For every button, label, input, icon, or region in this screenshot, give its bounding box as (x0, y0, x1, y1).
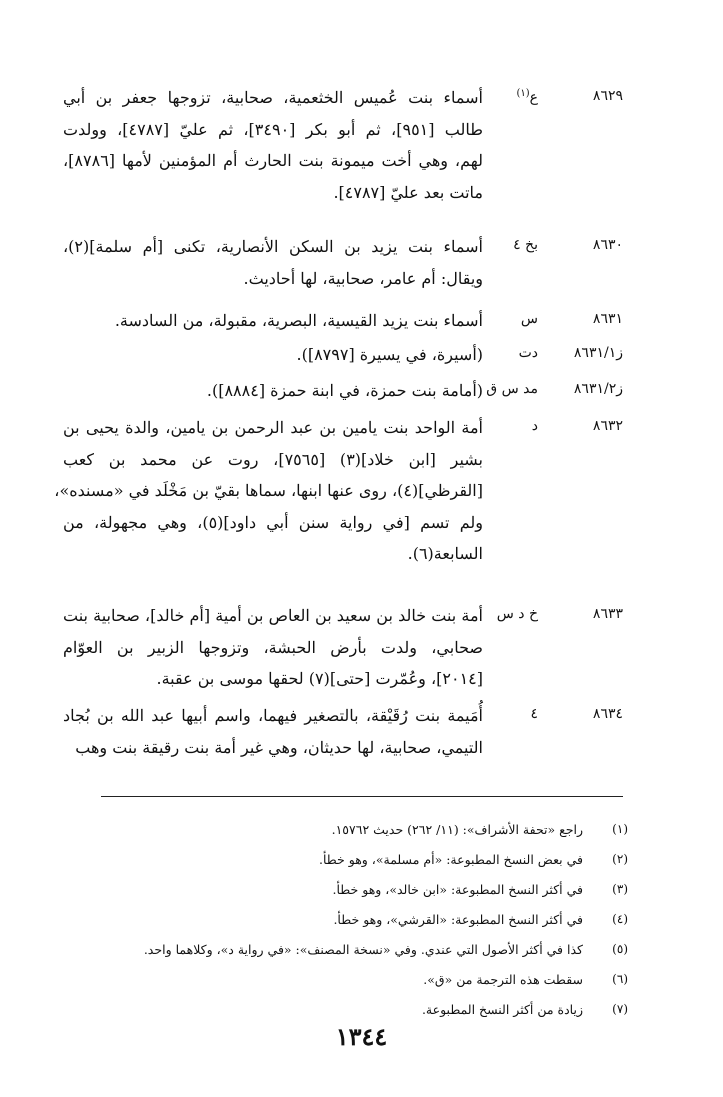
footnote-number: (٣) (612, 882, 628, 896)
footnote (0, 912, 723, 934)
entry-sigla (478, 418, 538, 434)
entry-text-line: السابعة(٦). (407, 544, 483, 563)
entry-text-line: بشير [ابن خلاد](٣) [٧٥٦٥]، روت عن محمد بن كعب (63, 449, 484, 469)
footnote-text: سقطت هذه الترجمة من «ق». (423, 972, 583, 987)
entry-text-line: أمة بنت خالد بن سعيد بن العاص بن أمية [أم خالد]، صحابية بنت (63, 606, 483, 625)
entry-text-line: صحابي، ولدت بأرض الحبشة، وتزوجها الزبير بن العوّام (63, 637, 484, 657)
entry-text-line: أُمَيمة بنت رُقَيْقة، بالتصغير فيهما، واسم أبيها عبد الله بن بُجاد (63, 706, 483, 725)
entry-text-line: أسماء بنت يزيد بن السكن الأنصارية، تكنى [أم سلمة](٢)، (63, 237, 483, 256)
footnote-number: (٥) (612, 942, 628, 956)
entry-text-line: (أسيرة، في يسيرة [٨٧٩٧]). (296, 345, 483, 364)
footnote-text: في أكثر النسخ المطبوعة: «ابن خالد»، وهو خطأ. (332, 882, 583, 897)
entry-sigla-text: مد س ق (486, 381, 538, 397)
entry-sigla-note: (١) (516, 88, 530, 99)
entry-sigla-text: ٤ (530, 706, 538, 722)
entry-text-line: أسماء بنت عُميس الخثعمية، صحابية، تزوجها جعفر بن أبي (63, 88, 483, 107)
entry-text-line: ماتت بعد عليّ [٤٧٨٧]. (333, 182, 483, 202)
entry-text-line: التيمي، صحابية، لها حديثان، وهي غير أمة بنت رقيقة بنت وهب (75, 737, 483, 757)
footnote (0, 822, 723, 844)
entry-sigla (478, 606, 538, 622)
footnote-text: كذا في أكثر الأصول التي عندي. وفي «نسخة المصنف»: «في رواية د»، وكلاهما واحد. (143, 942, 583, 957)
entry-sigla (478, 345, 538, 361)
footnote (0, 882, 723, 904)
footnote (0, 972, 723, 994)
footnote-text: في أكثر النسخ المطبوعة: «القرشي»، وهو خطأ. (333, 912, 583, 927)
footnote-divider (101, 796, 623, 797)
footnote (0, 1002, 723, 1024)
entry-text-line: [٢٠١٤]، وعُمّرت [حتى](٧) لحقها موسى بن عقبة. (156, 669, 483, 688)
footnote-number: (٢) (612, 852, 628, 866)
footnote-number: (٧) (612, 1002, 628, 1016)
entry-sigla (478, 311, 538, 327)
footnote-number: (٤) (612, 912, 628, 926)
footnote-text: في بعض النسخ المطبوعة: «أم مسلمة»، وهو خطأ. (319, 852, 583, 867)
entry-sigla (478, 88, 538, 106)
entry-text-line: [القرظي](٤)، روى عنها ابنها، سماها بقيّ بن مَخْلَد في «مسنده»، (54, 481, 483, 500)
page-number: ١٣٤٤ (335, 1022, 388, 1051)
entry-text-line: (أمامة بنت حمزة، في ابنة حمزة [٨٨٨٤]). (206, 381, 483, 400)
entry-text-line: أمة الواحد بنت يامين بن عبد الرحمن بن يامين، والدة يحيى بن (63, 418, 483, 437)
entry-text-line: ويقال: أم عامر، صحابية، لها أحاديث. (243, 268, 483, 288)
entry-sigla-text: خ د س (496, 606, 538, 622)
entry-sigla (478, 381, 538, 397)
footnote-number: (٦) (612, 972, 628, 986)
footnote-text: زيادة من أكثر النسخ المطبوعة. (421, 1002, 583, 1017)
footnote (0, 852, 723, 874)
entry-number: ٨٦٣١ (592, 311, 623, 327)
entry-sigla-text: ع (529, 89, 538, 106)
entry-number: ٨٦٢٩ (592, 88, 623, 104)
entry-text-line: ولم تسم [في رواية سنن أبي داود](٥)، وهي مجهولة، من (63, 512, 483, 532)
entry-sigla (478, 237, 538, 253)
footnote-number: (١) (612, 822, 628, 836)
entry-number: ٨٦٣٢ (592, 418, 623, 434)
footnote-text: راجع «تحفة الأشراف»: (١١/ ٢٦٢) حديث ١٥٧٦٢. (331, 822, 583, 837)
entry-text-line: أسماء بنت يزيد القيسية، البصرية، مقبولة، من السادسة. (114, 311, 483, 330)
entry-sigla-text: دت (518, 345, 538, 361)
entry-sigla-text: د (531, 418, 538, 434)
entry-sigla-text: س (520, 311, 538, 327)
entry-text-line: لهم، وهي أخت ميمونة بنت الحارث أم المؤمنين لأمها [٨٧٨٦]، (63, 151, 483, 170)
entry-number: ٨٦٣٤ (592, 706, 623, 722)
entry-number: ٨٦٣٠ (592, 237, 623, 253)
entry-sigla (478, 706, 538, 722)
entry-number: ٨٦٣٣ (592, 606, 623, 622)
entry-sigla-text: بخ ٤ (513, 237, 538, 253)
entry-number: ز٨٦٣١/٢ (573, 381, 623, 397)
entry-number: ز٨٦٣١/١ (573, 345, 623, 361)
entry-text-line: طالب [٩٥١]، ثم أبو بكر [٣٤٩٠]، ثم عليّ [٤٧٨٧]، وولدت (63, 119, 484, 139)
footnote (0, 942, 723, 964)
